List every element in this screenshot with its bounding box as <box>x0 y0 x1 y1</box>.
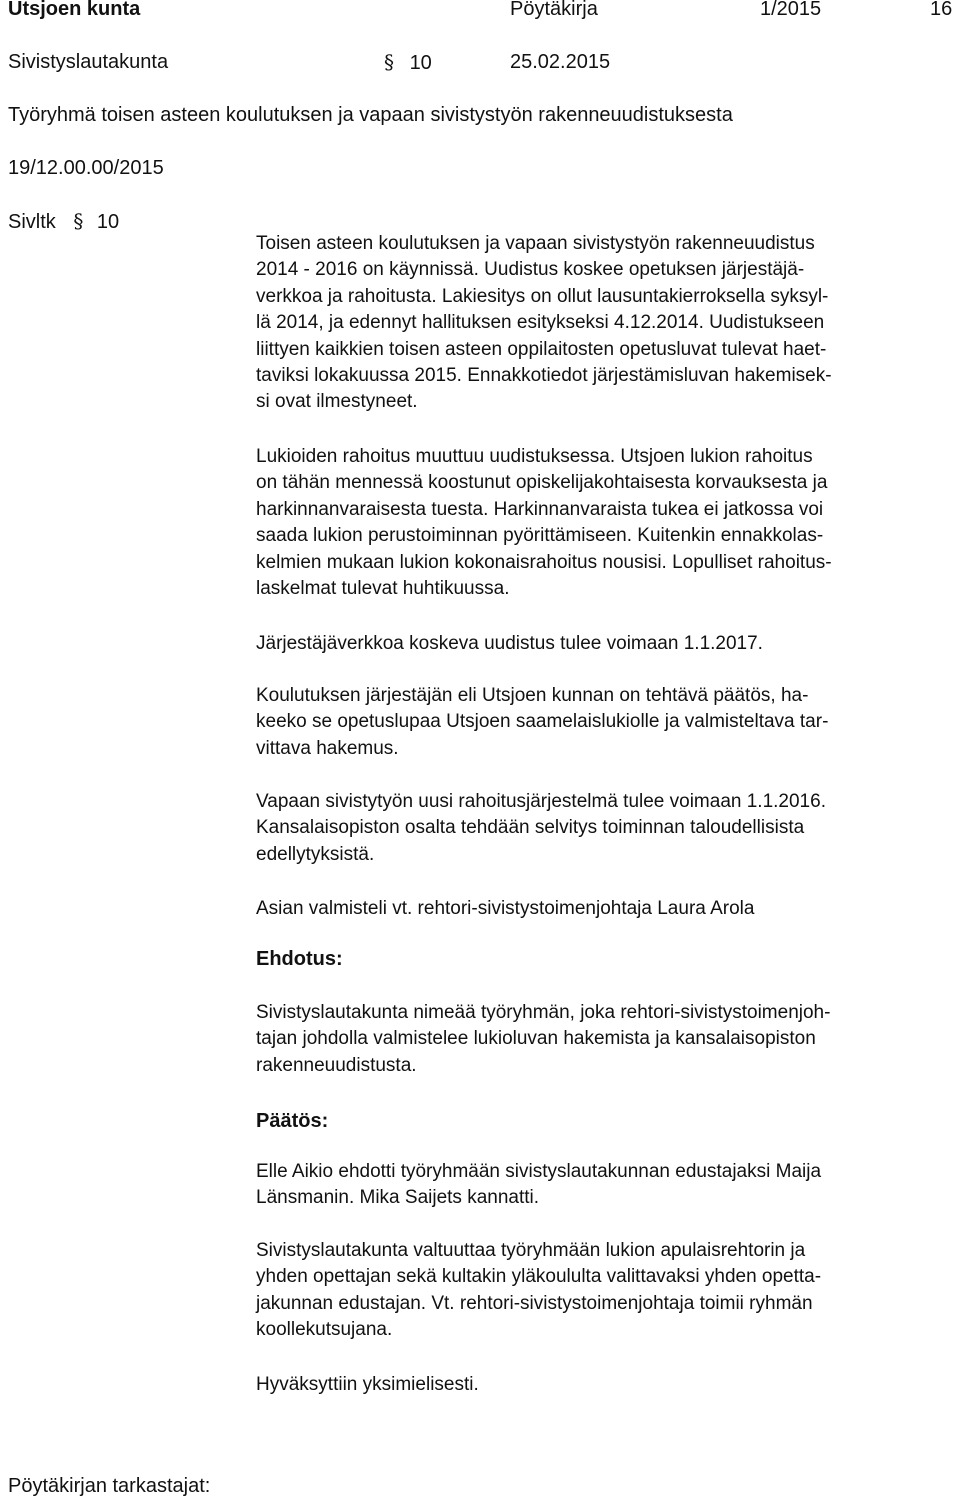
text-line: Vapaan sivistytyön uusi rahoitusjärjestelmä tulee voimaan 1.1.2016. <box>256 791 826 812</box>
proposal-heading: Ehdotus: <box>256 948 343 970</box>
decision-heading: Päätös: <box>256 1110 329 1132</box>
paragraph-funding <box>256 444 956 602</box>
decision-paragraph-nomination <box>256 1159 956 1212</box>
header-section <box>384 50 432 75</box>
paragraph-license <box>256 683 956 762</box>
paragraph-intro <box>256 231 956 416</box>
section-sign-icon: § <box>384 50 394 74</box>
text-line: Elle Aikio ehdotti työryhmään sivistyslautakunnan edustajaksi Maija <box>256 1161 822 1182</box>
decision-paragraph-approval <box>256 1372 956 1398</box>
section-sign-icon: § <box>73 209 84 233</box>
text-line: Lukioiden rahoitus muuttuu uudistuksessa. Utsjoen lukion rahoitus <box>256 446 813 467</box>
document-type: Pöytäkirja <box>510 0 598 20</box>
text-line: keeko se opetuslupaa Utsjoen saamelaislukiolle ja valmisteltava tar- <box>256 711 829 733</box>
text-line: 2014 - 2016 on käynnissä. Uudistus koskee opetuksen järjestäjä- <box>256 259 805 281</box>
text-line: koollekutsujana. <box>256 1319 393 1341</box>
text-line: lä 2014, ja edennyt hallituksen esitykseksi 4.12.2014. Uudistukseen <box>256 312 825 334</box>
text-line: on tähän mennessä koostunut opiskelijakohtaisesta korvauksesta ja <box>256 472 828 494</box>
text-line: Asian valmisteli vt. rehtori-sivistystoimenjohtaja Laura Arola <box>256 898 755 919</box>
page-title: Työryhmä toisen asteen koulutuksen ja vapaan sivistystyön rakenneuudistuksesta <box>8 104 733 126</box>
paragraph-adult-education <box>256 789 956 868</box>
paragraph-network <box>256 631 956 657</box>
text-line: Sivistyslautakunta nimeää työryhmän, joka rehtori-sivistystoimenjoh- <box>256 1002 831 1023</box>
text-line: Hyväksyttiin yksimielisesti. <box>256 1374 479 1395</box>
text-line: jakunnan edustajan. Vt. rehtori-sivistystoimenjohtaja toimii ryhmän <box>256 1292 813 1314</box>
text-line: tajan johdolla valmistelee lukioluvan hakemista ja kansalaisopiston <box>256 1028 816 1050</box>
section-org: Sivltk <box>8 211 56 233</box>
text-line: Koulutuksen järjestäjän eli Utsjoen kunnan on tehtävä päätös, ha- <box>256 685 809 706</box>
text-line: kelmien mukaan lukion kokonaisrahoitus nousisi. Lopulliset rahoitus- <box>256 551 832 573</box>
text-line: yhden opettajan sekä kultakin yläkoululta valittavaksi yhden opetta- <box>256 1266 822 1288</box>
text-line: si ovat ilmestyneet. <box>256 391 418 413</box>
text-line: harkinnanvaraisesta tuesta. Harkinnanvaraista tukea ei jatkossa voi <box>256 498 824 520</box>
proposal-text <box>256 1000 956 1079</box>
paragraph-preparer <box>256 896 956 922</box>
text-line: Toisen asteen koulutuksen ja vapaan sivistystyön rakenneuudistus <box>256 233 815 254</box>
meeting-date: 25.02.2015 <box>510 51 611 73</box>
text-line: laskelmat tulevat huhtikuussa. <box>256 578 510 600</box>
text-line: vittava hakemus. <box>256 737 399 759</box>
municipality-name: Utsjoen kunta <box>8 0 141 20</box>
text-line: edellytyksistä. <box>256 843 375 865</box>
text-line: saada lukion perustoiminnan pyörittämiseen. Kuitenkin ennakkolas- <box>256 525 824 547</box>
section-number: 10 <box>409 52 432 74</box>
page-number: 16 <box>930 0 953 20</box>
text-line: Sivistyslautakunta valtuuttaa työryhmään lukion apulaisrehtorin ja <box>256 1240 806 1261</box>
decision-paragraph-mandate <box>256 1238 956 1344</box>
text-line: rakenneuudistusta. <box>256 1054 417 1076</box>
text-line: Länsmanin. Mika Saijets kannatti. <box>256 1187 540 1209</box>
document-number: 1/2015 <box>760 0 822 20</box>
reference-number: 19/12.00.00/2015 <box>8 157 164 179</box>
text-line: verkkoa ja rahoitusta. Lakiesitys on ollut lausuntakierroksella syksyl- <box>256 285 829 307</box>
text-line: liittyen kaikkien toisen asteen oppilaitosten opetusluvat tulevat haet- <box>256 338 827 360</box>
text-line: Järjestäjäverkkoa koskeva uudistus tulee voimaan 1.1.2017. <box>256 633 763 654</box>
footer-reviewers-label: Pöytäkirjan tarkastajat: <box>8 1475 211 1497</box>
text-line: Kansalaisopiston osalta tehdään selvitys toiminnan taloudellisista <box>256 817 805 839</box>
committee-name: Sivistyslautakunta <box>8 51 169 73</box>
section-label <box>8 209 119 234</box>
text-line: taviksi lokakuussa 2015. Ennakkotiedot järjestämisluvan hakemisek- <box>256 365 832 387</box>
section-label-number: 10 <box>96 211 120 233</box>
